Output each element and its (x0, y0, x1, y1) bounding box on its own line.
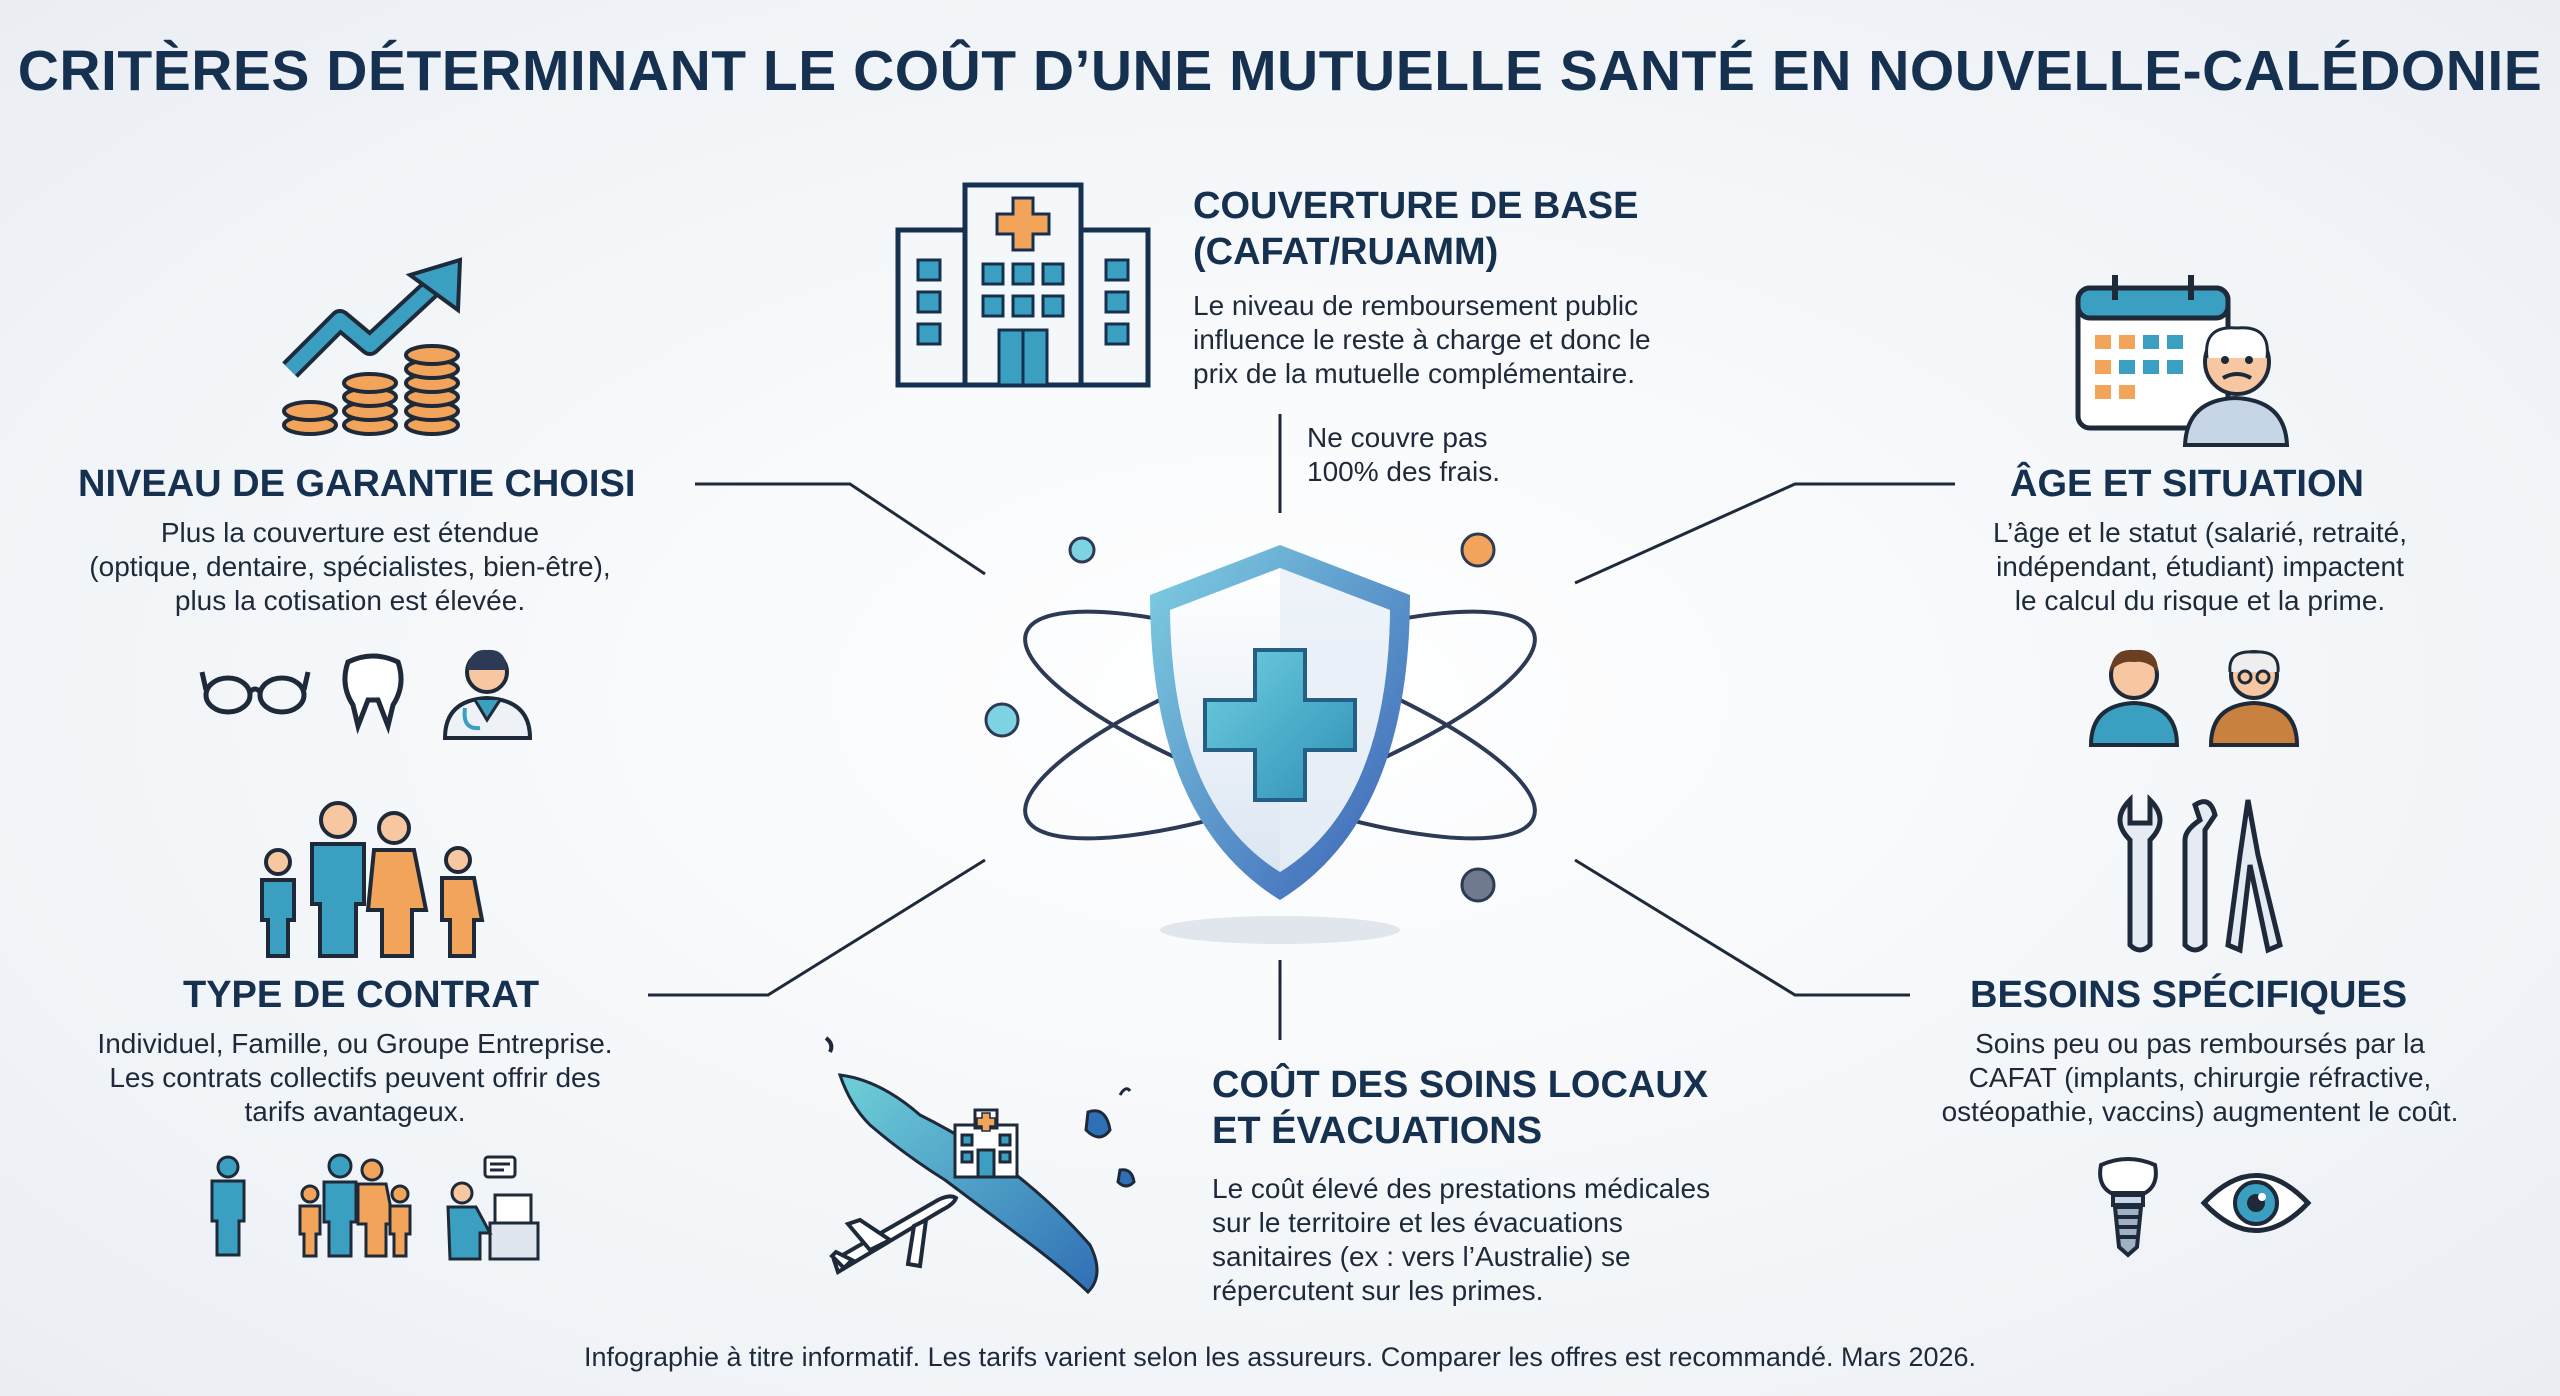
person-icon (2088, 640, 2180, 745)
family-small-icon (296, 1152, 414, 1257)
glasses-icon (200, 660, 310, 720)
soins-title-line2: ET ÉVACUATIONS (1212, 1110, 1543, 1152)
besoins-text: Soins peu ou pas remboursés par la CAFAT (implants, chirurgie réfractive, ostéopathie, vaccins) augmentent le coût. (1941, 1028, 2459, 1127)
soins-text: Le coût élevé des prestations médicales sur le territoire et les évacuations sanitaires (ex : vers l’Australie) se répercutent sur les primes. (1212, 1173, 1711, 1306)
footer-note: Infographie à titre informatif. Les tarifs varient selon les assureurs. Comparer les offres est recommandé. Mars 2026. (583, 1342, 1977, 1372)
contrat-title: TYPE DE CONTRAT (183, 974, 540, 1016)
connector-contrat (648, 860, 985, 995)
calendar-senior-icon (2075, 270, 2295, 445)
tools-icon (2110, 795, 2290, 955)
hospital-icon (893, 180, 1153, 390)
couverture-title-line1: COUVERTURE DE BASE (1193, 185, 1639, 227)
connector-niveau (695, 484, 985, 574)
soins-title-line1: COÛT DES SOINS LOCAUX (1212, 1064, 1709, 1106)
person-icon (208, 1155, 248, 1257)
couverture-title-line2: (CAFAT/RUAMM) (1193, 231, 1499, 273)
shield-cross-icon (980, 520, 1580, 960)
section-couverture (1193, 183, 1753, 391)
age-title: ÂGE ET SITUATION (2010, 463, 2364, 505)
section-soins (1212, 1062, 1832, 1308)
page-title: CRITÈRES DÉTERMINANT LE COÛT D’UNE MUTUELLE SANTÉ EN NOUVELLE-CALÉDONIE (17, 39, 2543, 103)
office-worker-icon (440, 1155, 540, 1260)
couverture-note: Ne couvre pas 100% des frais. (1307, 422, 1500, 487)
growth-coins-icon (270, 255, 470, 445)
contrat-text: Individuel, Famille, ou Groupe Entreprise. Les contrats collectifs peuvent offrir des tarifs avantageux. (97, 1028, 613, 1127)
couverture-text: Le niveau de remboursement public influence le reste à charge et donc le prix de la mutuelle complémentaire. (1193, 290, 1651, 389)
age-text: L’âge et le statut (salarié, retraité, indépendant, étudiant) impactent le calcul du risque et la prime. (1993, 517, 2407, 616)
airplane-icon (830, 1190, 960, 1280)
senior-icon (2208, 640, 2300, 745)
niveau-text: Plus la couverture est étendue (optique, dentaire, spécialistes, bien-être), plus la cotisation est élevée. (89, 517, 611, 616)
family-icon (250, 800, 490, 960)
eye-icon (2200, 1168, 2312, 1238)
connector-besoins (1575, 860, 1910, 995)
tooth-icon (338, 650, 408, 730)
niveau-title: NIVEAU DE GARANTIE CHOISI (78, 463, 636, 505)
besoins-title: BESOINS SPÉCIFIQUES (1970, 974, 2408, 1016)
dental-implant-icon (2093, 1155, 2163, 1255)
doctor-icon (440, 640, 535, 740)
